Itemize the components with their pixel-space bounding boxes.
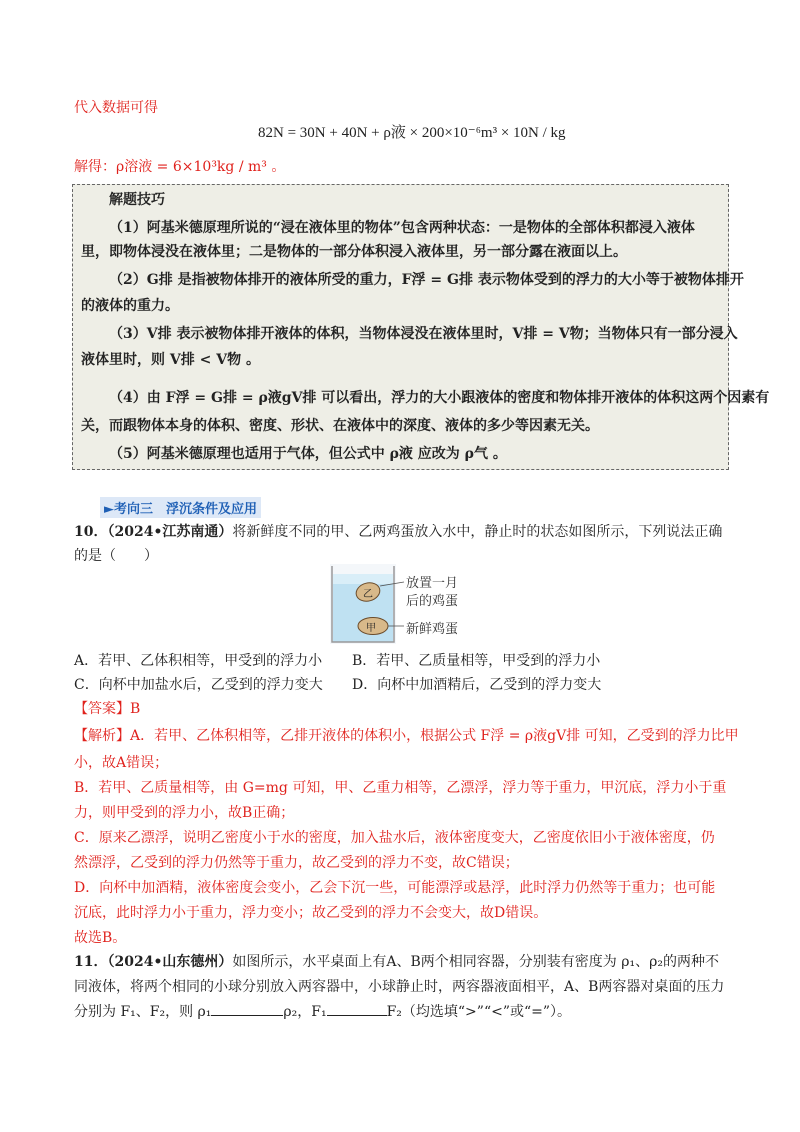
tip-5: （5）阿基米德原理也适用于气体，但公式中 ρ液 应改为 ρ气 。 [109, 446, 507, 462]
lead-text: 代入数据可得 [74, 100, 158, 116]
q10-answer: 【答案】B [74, 701, 141, 717]
q11-line1 [74, 951, 719, 971]
section-title: ►考向三 浮沉条件及应用 [100, 497, 261, 518]
q10-option-b: B．若甲、乙质量相等，甲受到的浮力小 [352, 653, 601, 669]
tip-2-line2: 的液体的重力。 [81, 298, 179, 314]
solution-line: 解得：ρ溶液 = 6×10³kg / m³ 。 [74, 159, 286, 175]
answer-blank-2[interactable] [327, 1003, 387, 1016]
label-old-egg-2: 后的鸡蛋 [406, 594, 459, 609]
q10-stem: 将新鲜度不同的甲、乙两鸡蛋放入水中，静止时的状态如图所示，下列说法正确 [232, 524, 723, 540]
analysis-d-line2: 沉底，此时浮力小于重力，浮力变小；故乙受到的浮力不会变大，故D错误。 [74, 905, 548, 921]
analysis-d-line1: D．向杯中加酒精，液体密度会变小，乙会下沉一些，可能漂浮或悬浮，此时浮力仍然等于重力；也可能 [74, 880, 716, 896]
q10-source: （2024•江苏南通） [107, 524, 233, 540]
equation: 82N = 30N + 40N + ρ液 × 200×10⁻⁶m³ × 10N / kg [258, 125, 566, 141]
tip-4-line1: （4）由 F浮 = G排 = ρ液gV排 可以看出，浮力的大小跟液体的密度和物体排开液体的体积这两个因素有 [109, 390, 770, 406]
label-old-egg-1: 放置一月 [406, 576, 459, 591]
analysis-a-line1: 【解析】A．若甲、乙体积相等，乙排开液体的体积小，根据公式 F浮 = ρ液gV排 可知，乙受到的浮力比甲 [74, 728, 739, 744]
tip-3-line1: （3）V排 表示被物体排开液体的体积，当物体浸没在液体里时，V排 = V物；当物体只有一部分浸入 [109, 326, 738, 342]
tips-box [72, 184, 770, 470]
answer-blank-1[interactable] [211, 1003, 283, 1016]
q11-number: 11． [74, 954, 108, 970]
analysis-a-line2: 小，故A错误； [74, 755, 169, 771]
analysis-c-line1: C．原来乙漂浮，说明乙密度小于水的密度，加入盐水后，液体密度变大，乙密度依旧小于液体密度，仍 [74, 830, 715, 846]
analysis-b-line1: B．若甲、乙质量相等，由 G=mg 可知，甲、乙重力相等，乙漂浮，浮力等于重力，甲沉底，浮力小于重 [74, 780, 727, 796]
analysis-c-line2: 然漂浮，乙受到的浮力仍然等于重力，故乙受到的浮力不变，故C错误； [74, 855, 519, 871]
analysis-b-line2: 力，则甲受到的浮力小，故B正确； [74, 805, 295, 821]
q11-line2: 同液体，将两个相同的小球分别放入两容器中，小球静止时，两容器液面相平，A、B两容器对桌面的压力 [74, 979, 725, 995]
beaker-figure [330, 564, 480, 644]
tip-2-line1: （2）G排 是指被物体排开的液体所受的重力，F浮 = G排 表示物体受到的浮力的大小等于被物体排开 [109, 272, 744, 288]
tip-1-line2: 里，即物体浸没在液体里；二是物体的一部分体积浸入液体里，另一部分露在液面以上。 [81, 244, 627, 260]
label-fresh-egg: 新鲜鸡蛋 [406, 622, 459, 637]
egg-jia-label: 甲 [366, 623, 376, 634]
q11-part-c: F₂（均选填“>”“<”或“=”）。 [386, 1004, 572, 1020]
q11-part-b: ρ₂，F₁ [283, 1004, 327, 1020]
q10-number: 10． [74, 524, 108, 540]
egg-yi-label: 乙 [363, 589, 373, 600]
tip-4-line2: 关，而跟物体本身的体积、密度、形状、在液体中的深度、液体的多少等因素无关。 [81, 418, 599, 434]
q10-option-a: A．若甲、乙体积相等，甲受到的浮力小 [74, 653, 323, 669]
q11-part-a: 分别为 F₁、F₂，则 ρ₁ [74, 1004, 212, 1020]
q10-stem-line1 [74, 521, 722, 541]
q11-line3 [74, 1001, 571, 1021]
tips-title: 解题技巧 [109, 192, 165, 208]
q10-option-d: D．向杯中加酒精后，乙受到的浮力变大 [352, 677, 602, 693]
q10-stem-line2: 的是（ ） [74, 548, 158, 564]
q10-option-c: C．向杯中加盐水后，乙受到的浮力变大 [74, 677, 323, 693]
tip-3-line2: 液体里时，则 V排 < V物 。 [81, 352, 260, 368]
q11-source: （2024•山东德州） [107, 954, 233, 970]
q11-stem: 如图所示，水平桌面上有A、B两个相同容器，分别装有密度为 ρ₁、ρ₂的两种不 [232, 954, 719, 970]
analysis-conclusion: 故选B。 [74, 930, 127, 946]
tip-1-line1: （1）阿基米德原理所说的“浸在液体里的物体”包含两种状态：一是物体的全部体积都浸入液体 [109, 220, 695, 236]
